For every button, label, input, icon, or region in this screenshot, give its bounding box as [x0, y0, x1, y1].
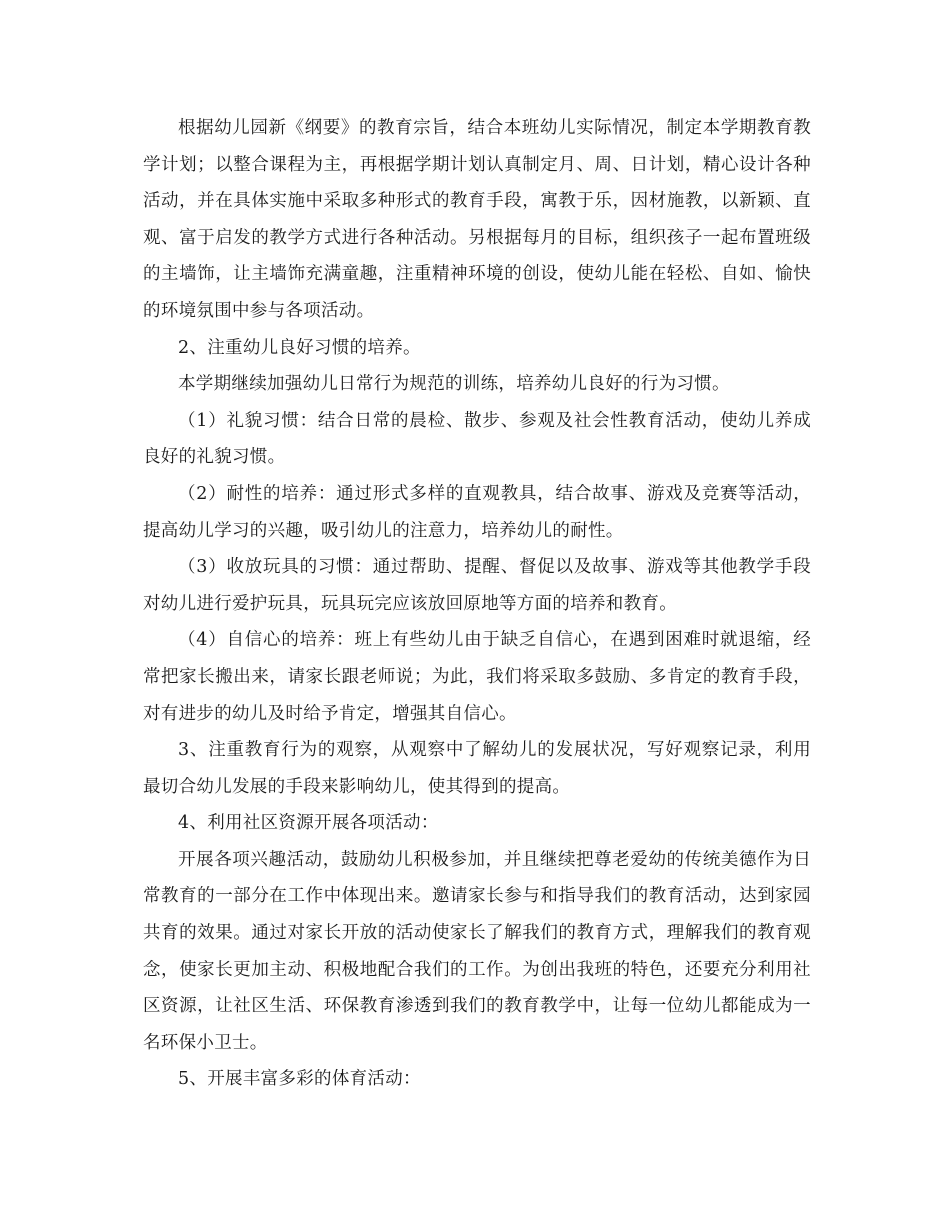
section-heading-4: 4、利用社区资源开展各项活动：: [178, 813, 439, 834]
list-item-confidence: （4）自信心的培养：班上有些幼儿由于缺乏自信心，在遇到困难时就退缩，经常把家长搬出来，请家长跟老师说；为此，我们将采取多鼓励、多肯定的教育手段，对有进步的幼儿及时给予肯定，增强其自信心。: [143, 630, 811, 724]
paragraph-intro: 根据幼儿园新《纲要》的教育宗旨，结合本班幼儿实际情况，制定本学期教育教学计划；以整合课程为主，再根据学期计划认真制定月、周、日计划，精心设计各种活动，并在具体实施中采取多种形式的教育手段，寓教于乐，因材施教，以新颖、直观、富于启发的教学方式进行各种活动。另根据每月的目标，组织孩子一起布置班级的主墙饰，让主墙饰充满童趣，注重精神环境的创设，使幼儿能在轻松、自如、愉快的环境氛围中参与各项活动。: [143, 118, 811, 321]
paragraph-habits: 本学期继续加强幼儿日常行为规范的训练，培养幼儿良好的行为习惯。: [178, 374, 730, 395]
section-heading-3: 3、注重教育行为的观察，从观察中了解幼儿的发展状况，写好观察记录，利用最切合幼儿发展的手段来影响幼儿，使其得到的提高。: [143, 740, 811, 797]
document-body: [143, 110, 811, 1098]
section-heading-5: 5、开展丰富多彩的体育活动：: [178, 1069, 421, 1090]
section-heading-2: 2、注重幼儿良好习惯的培养。: [178, 337, 421, 358]
list-item-politeness: （1）礼貌习惯：结合日常的晨检、散步、参观及社会性教育活动，使幼儿养成良好的礼貌习惯。: [143, 410, 811, 468]
list-item-patience: （2）耐性的培养：通过形式多样的直观教具，结合故事、游戏及竞赛等活动，提高幼儿学习的兴趣，吸引幼儿的注意力，培养幼儿的耐性。: [143, 483, 811, 541]
list-item-toys: （3）收放玩具的习惯：通过帮助、提醒、督促以及故事、游戏等其他教学手段对幼儿进行爱护玩具，玩具玩完应该放回原地等方面的培养和教育。: [143, 557, 811, 614]
paragraph-community: 开展各项兴趣活动，鼓励幼儿积极参加，并且继续把尊老爱幼的传统美德作为日常教育的一部分在工作中体现出来。邀请家长参与和指导我们的教育活动，达到家园共育的效果。通过对家长开放的活动使家长了解我们的教育方式，理解我们的教育观念，使家长更加主动、积极地配合我们的工作。为创出我班的特色，还要充分利用社区资源，让社区生活、环保教育渗透到我们的教育教学中，让每一位幼儿都能成为一名环保小卫士。: [143, 849, 811, 1053]
